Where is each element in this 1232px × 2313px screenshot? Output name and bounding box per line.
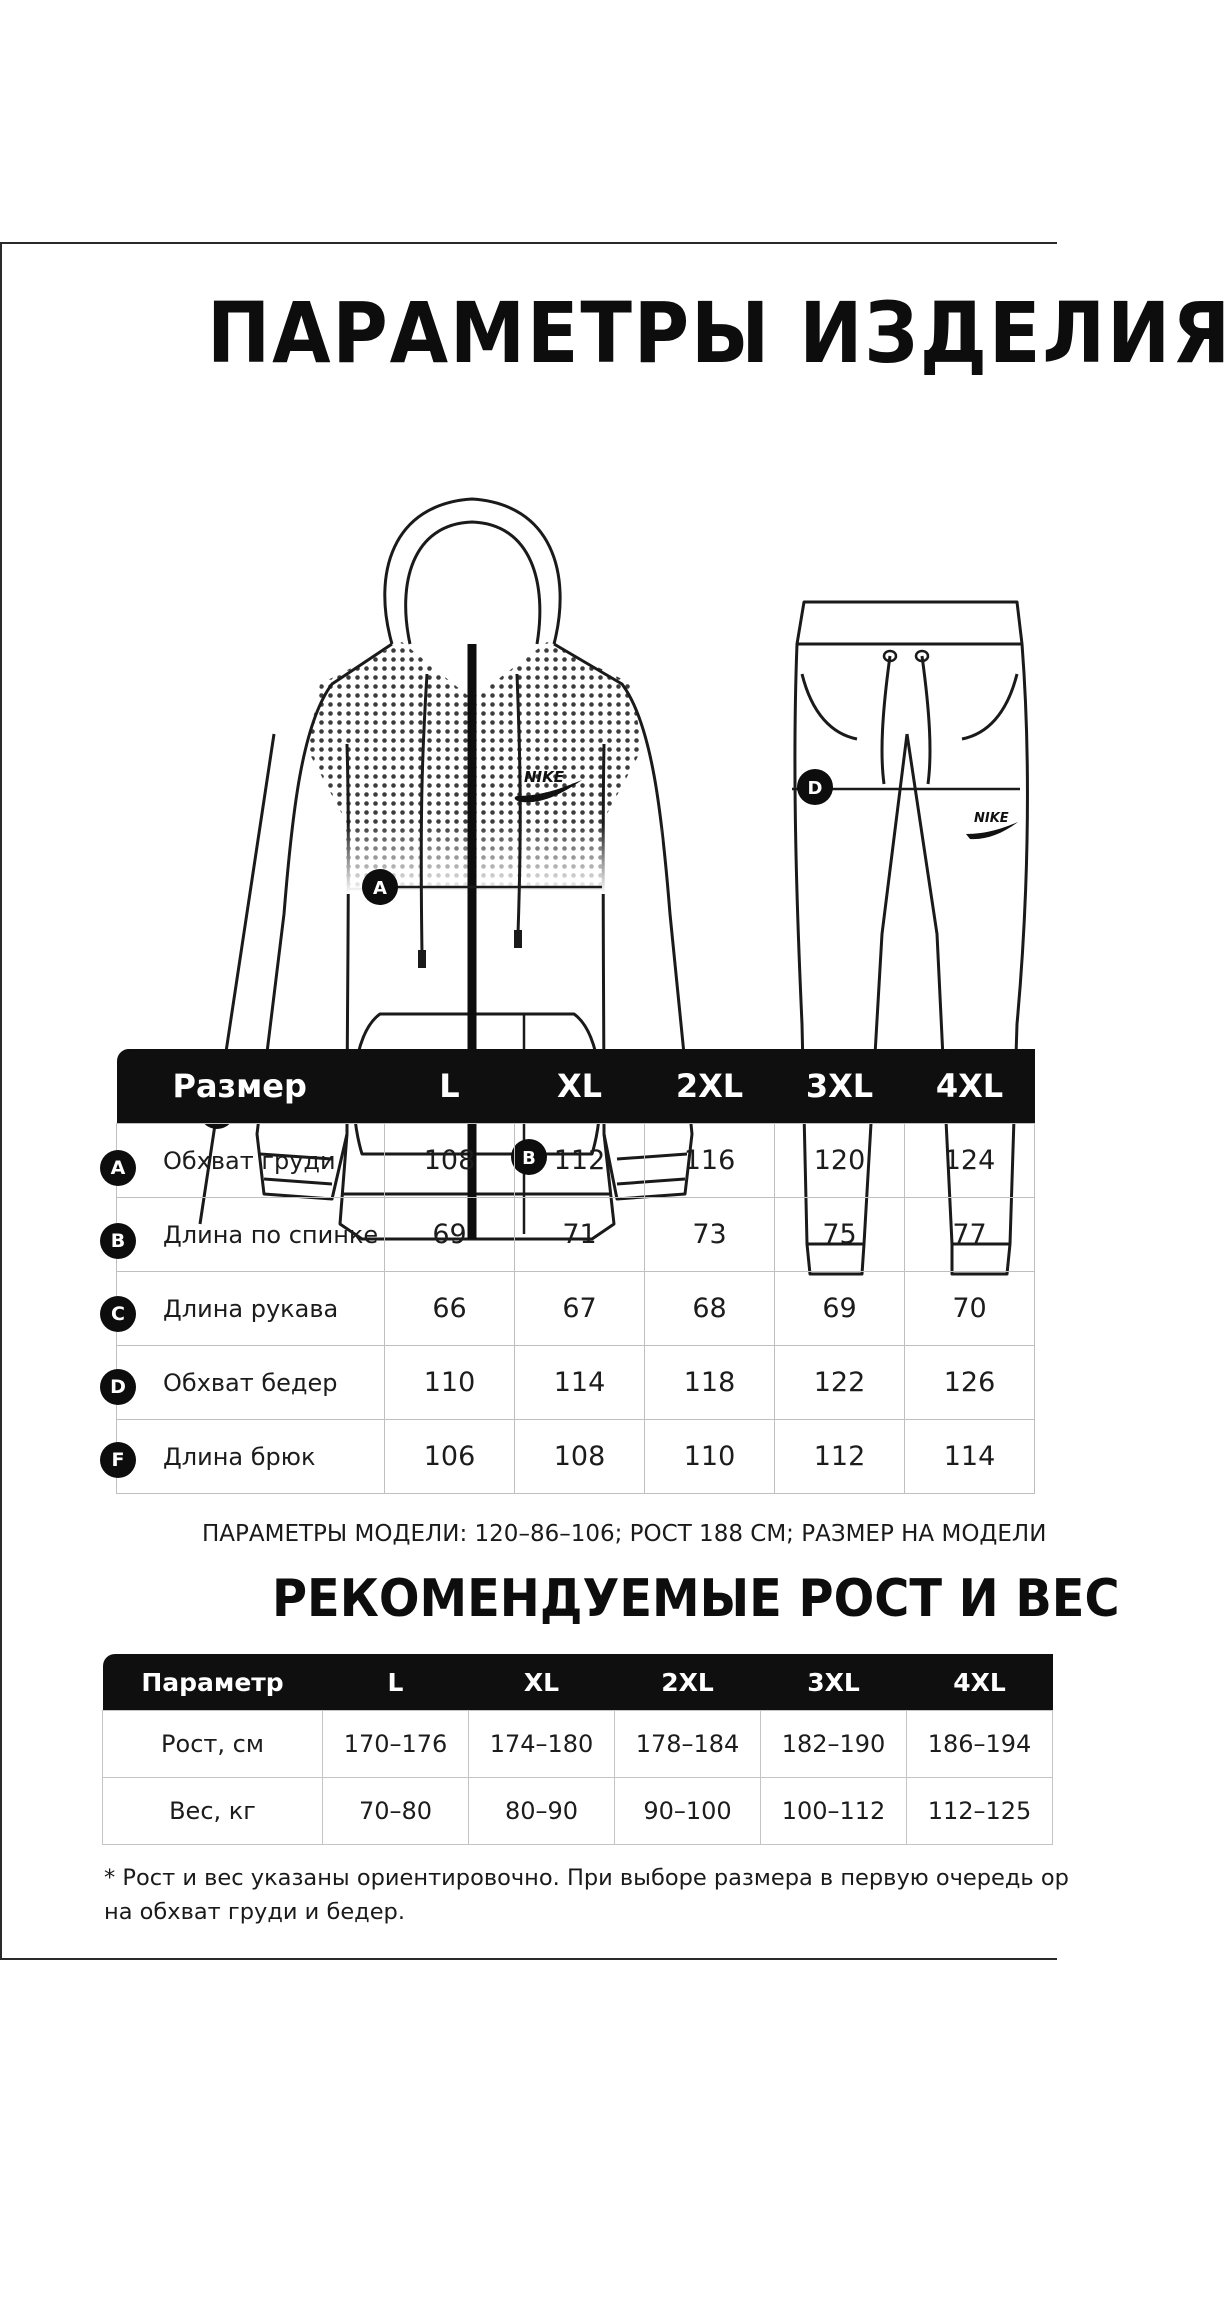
table-cell: 75 — [775, 1198, 905, 1272]
row-label: Длина брюк — [117, 1420, 385, 1494]
table-cell: 114 — [905, 1420, 1035, 1494]
size-chart-sheet — [0, 242, 1232, 1960]
page-title: ПАРАМЕТРЫ ИЗДЕЛИЯ — [207, 284, 1232, 382]
table-cell: 112 — [775, 1420, 905, 1494]
model-parameters-note: ПАРАМЕТРЫ МОДЕЛИ: 120–86–106; РОСТ 188 СМ; РАЗМЕР НА МОДЕЛИ — [202, 1521, 1047, 1547]
rec-header-l: L — [323, 1654, 469, 1711]
table-cell: 73 — [645, 1198, 775, 1272]
size-table-header — [117, 1049, 1035, 1124]
table-cell: 67 — [515, 1272, 645, 1346]
table-cell: 112–125 — [907, 1778, 1053, 1845]
recommend-title: РЕКОМЕНДУЕМЫЕ РОСТ И ВЕС — [272, 1569, 1120, 1629]
row-marker-b: B — [100, 1223, 136, 1259]
svg-text:B: B — [522, 1148, 536, 1169]
row-marker-a: A — [100, 1150, 136, 1186]
marker-a — [362, 869, 398, 905]
recommend-table — [102, 1654, 1053, 1845]
table-cell: 70–80 — [323, 1778, 469, 1845]
table-cell: 71 — [515, 1198, 645, 1272]
jacket-logo-text: NIKE — [524, 768, 565, 786]
row-label: Вес, кг — [103, 1778, 323, 1845]
svg-text:A: A — [373, 878, 387, 899]
table-cell: 122 — [775, 1346, 905, 1420]
table-cell: 66 — [385, 1272, 515, 1346]
table-cell: 70 — [905, 1272, 1035, 1346]
table-cell: 110 — [645, 1420, 775, 1494]
table-cell: 126 — [905, 1346, 1035, 1420]
size-header-2xl: 2XL — [645, 1049, 775, 1124]
table-cell: 80–90 — [469, 1778, 615, 1845]
table-cell: 108 — [515, 1420, 645, 1494]
table-row — [117, 1420, 1035, 1494]
table-row — [117, 1124, 1035, 1198]
table-cell: 118 — [645, 1346, 775, 1420]
row-label: Обхват бедер — [117, 1346, 385, 1420]
footnote-line-1: * Рост и вес указаны ориентировочно. При выборе размера в первую очередь ор — [104, 1865, 1069, 1891]
size-header-label: Размер — [117, 1049, 385, 1124]
table-cell: 90–100 — [615, 1778, 761, 1845]
row-label: Обхват груди — [117, 1124, 385, 1198]
table-row — [117, 1272, 1035, 1346]
marker-d — [797, 769, 833, 805]
size-table — [116, 1049, 1035, 1494]
table-row — [117, 1346, 1035, 1420]
table-cell: 186–194 — [907, 1711, 1053, 1778]
table-cell: 182–190 — [761, 1711, 907, 1778]
rec-header-2xl: 2XL — [615, 1654, 761, 1711]
table-row — [103, 1778, 1053, 1845]
svg-text:D: D — [807, 778, 823, 799]
table-row — [103, 1711, 1053, 1778]
row-marker-f: F — [100, 1442, 136, 1478]
size-header-4xl: 4XL — [905, 1049, 1035, 1124]
size-header-xl: XL — [515, 1049, 645, 1124]
row-label: Длина по спинке — [117, 1198, 385, 1272]
row-marker-d: D — [100, 1369, 136, 1405]
table-cell: 106 — [385, 1420, 515, 1494]
rec-header-xl: XL — [469, 1654, 615, 1711]
table-cell: 114 — [515, 1346, 645, 1420]
table-cell: 69 — [385, 1198, 515, 1272]
row-marker-c: C — [100, 1296, 136, 1332]
size-header-3xl: 3XL — [775, 1049, 905, 1124]
param-header-label: Параметр — [103, 1654, 323, 1711]
table-cell: 100–112 — [761, 1778, 907, 1845]
recommend-table-header — [103, 1654, 1053, 1711]
row-label: Длина рукава — [117, 1272, 385, 1346]
pants-logo-text: NIKE — [974, 811, 1009, 826]
footnote-line-2: на обхват груди и бедер. — [104, 1899, 405, 1925]
table-cell: 124 — [905, 1124, 1035, 1198]
table-row — [117, 1198, 1035, 1272]
size-header-l: L — [385, 1049, 515, 1124]
table-cell: 174–180 — [469, 1711, 615, 1778]
table-cell: 69 — [775, 1272, 905, 1346]
rec-header-4xl: 4XL — [907, 1654, 1053, 1711]
row-label: Рост, см — [103, 1711, 323, 1778]
table-cell: 170–176 — [323, 1711, 469, 1778]
table-cell: 108 — [385, 1124, 515, 1198]
table-cell: 178–184 — [615, 1711, 761, 1778]
table-cell: 68 — [645, 1272, 775, 1346]
table-cell: 77 — [905, 1198, 1035, 1272]
footnote — [104, 1861, 1069, 1929]
table-cell: 110 — [385, 1346, 515, 1420]
table-cell: 120 — [775, 1124, 905, 1198]
table-cell: 112 — [515, 1124, 645, 1198]
rec-header-3xl: 3XL — [761, 1654, 907, 1711]
table-cell: 116 — [645, 1124, 775, 1198]
